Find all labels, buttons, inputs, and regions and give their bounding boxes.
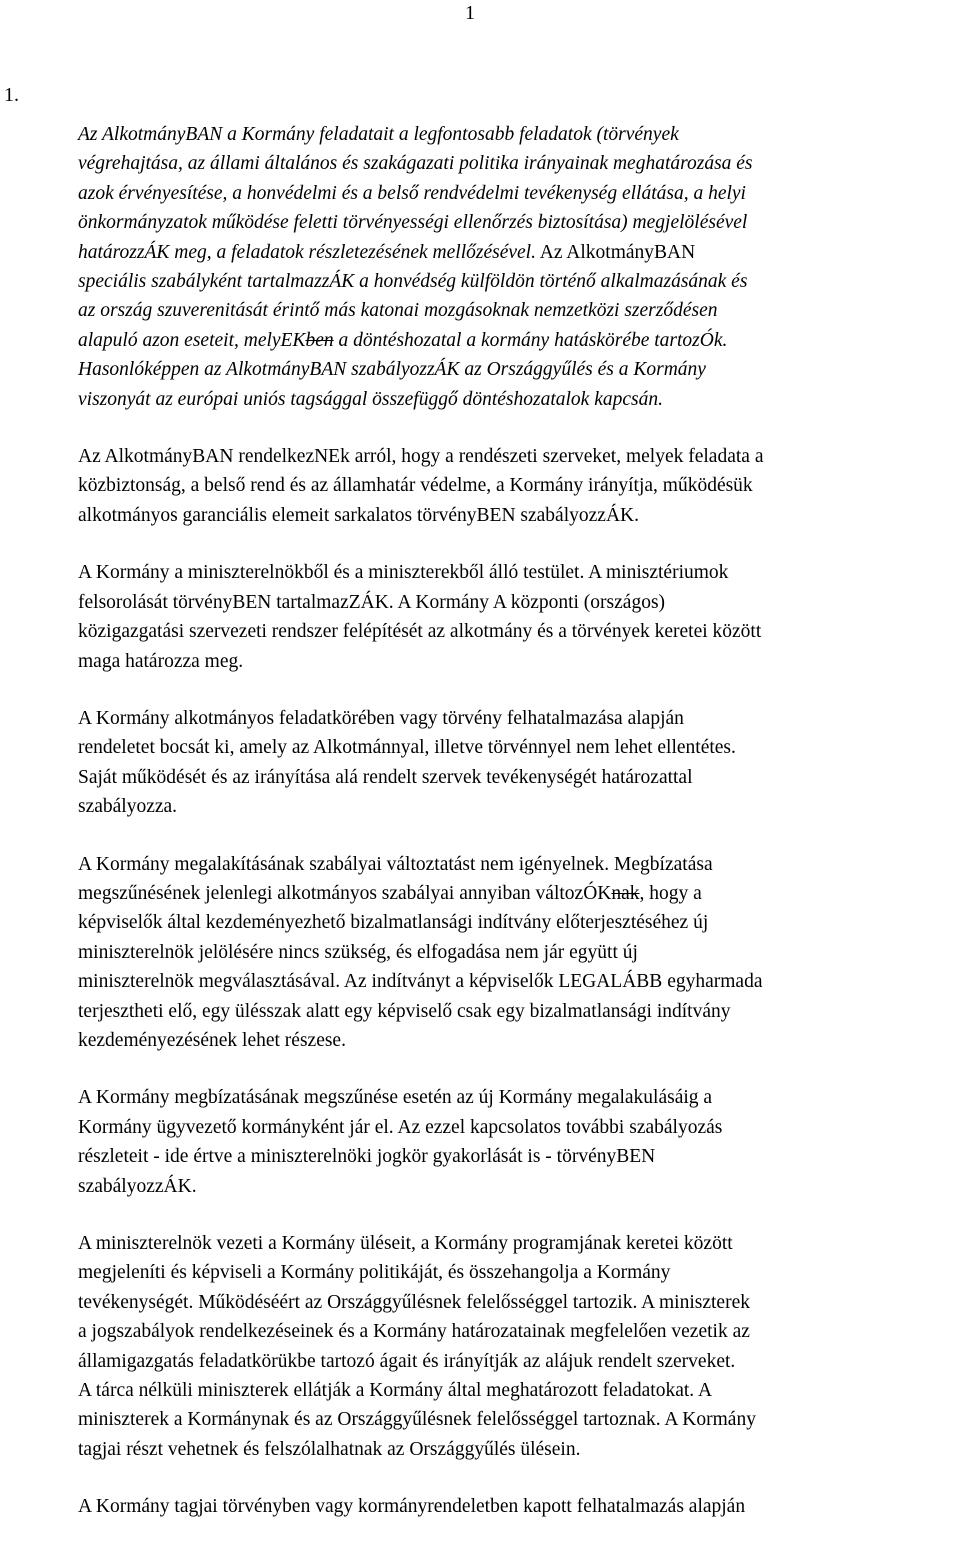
text-segment: A tárca nélküli miniszterek ellátják a Kormány által meghatározott feladatokat. A (78, 1380, 713, 1402)
text-segment: Hasonlóképpen az AlkotmányBAN szabályozzÁK az Országgyűlés és a Kormány (78, 359, 706, 381)
text-line (78, 179, 960, 208)
text-segment: rendeletet bocsát ki, amely az Alkotmánnyal, illetve törvénnyel nem lehet ellentétes. (78, 737, 736, 759)
text-line (78, 704, 960, 733)
paragraph (78, 1229, 960, 1464)
text-segment: A Kormány megalakításának szabályai változtatást nem igényelnek. Megbízatása (78, 853, 713, 875)
text-line (78, 267, 960, 296)
text-segment: alkotmányos garanciális elemeit sarkalatos törvényBEN szabályozzÁK. (78, 504, 639, 526)
text-line (78, 879, 960, 908)
text-line (78, 1083, 960, 1112)
text-segment: miniszterelnök megválasztásával. Az indítványt a képviselők LEGALÁBB egyharmada (78, 971, 763, 993)
text-segment: megszűnésének jelenlegi alkotmányos szabályai annyiban változÓK (78, 882, 612, 904)
paragraph (78, 120, 960, 414)
text-line (78, 850, 960, 879)
text-line (78, 238, 960, 267)
text-line (78, 1258, 960, 1287)
text-segment: Az AlkotmányBAN (535, 241, 696, 263)
text-line (78, 501, 960, 530)
text-segment: Saját működését és az irányítása alá rendelt szervek tevékenységét határozattal (78, 766, 693, 788)
text-line (78, 1026, 960, 1055)
document-body (78, 120, 960, 1550)
paragraph (78, 442, 960, 530)
text-segment: közigazgatási szervezeti rendszer felépítését az alkotmány és a törvények keretei között (78, 621, 762, 643)
text-line (78, 617, 960, 646)
text-segment: Az AlkotmányBAN rendelkezNEk arról, hogy a rendészeti szerveket, melyek feladata a (78, 446, 764, 468)
text-line (78, 1113, 960, 1142)
text-segment: államigazgatás feladatkörükbe tartozó ágait és irányítják az alájuk rendelt szerveket. (78, 1350, 736, 1372)
text-segment: alapuló azon eseteit, melyEK (78, 329, 306, 351)
text-segment: miniszterelnök jelölésére nincs szükség, és elfogadása nem jár együtt új (78, 941, 638, 963)
text-line (78, 1229, 960, 1258)
text-line (78, 1405, 960, 1434)
paragraph (78, 1083, 960, 1201)
text-segment: Az AlkotmányBAN a Kormány feladatait a legfontosabb feladatok (törvények (78, 124, 679, 145)
text-line (78, 385, 960, 414)
text-line (78, 1492, 960, 1521)
struck-text: nak (611, 882, 640, 904)
text-line (78, 647, 960, 676)
text-segment: közbiztonság, a belső rend és az államhatár védelme, a Kormány irányítja, működésük (78, 475, 753, 497)
text-line (78, 558, 960, 587)
text-segment: A Kormány alkotmányos feladatkörében vagy törvény felhatalmazása alapján (78, 707, 684, 729)
text-segment: megjeleníti és képviseli a Kormány politikáját, és összehangolja a Kormány (78, 1262, 671, 1284)
text-line (78, 588, 960, 617)
text-line (78, 208, 960, 237)
paragraph (78, 558, 960, 676)
text-line (78, 1435, 960, 1464)
text-segment: önkormányzatok működése feletti törvényességi ellenőrzés biztosítása) megjelölésével (78, 212, 748, 234)
text-line (78, 938, 960, 967)
text-segment: tagjai részt vehetnek és felszólalhatnak az Országgyűlés ülésein. (78, 1438, 581, 1460)
text-line (78, 1376, 960, 1405)
paragraph (78, 1492, 960, 1521)
section-number: 1. (4, 84, 19, 106)
text-line (78, 1317, 960, 1346)
text-segment: szabályozzÁK. (78, 1175, 197, 1197)
text-line (78, 120, 960, 149)
text-line (78, 733, 960, 762)
text-line (78, 1172, 960, 1201)
struck-text: ben (305, 329, 334, 351)
text-segment: maga határozza meg. (78, 650, 244, 672)
text-segment: szabályozza. (78, 796, 178, 818)
text-segment: speciális szabályként tartalmazzÁK a honvédség külföldön történő alkalmazásának és (78, 271, 748, 293)
text-line (78, 997, 960, 1026)
text-line (78, 442, 960, 471)
text-segment: a jogszabályok rendelkezéseinek és a Kormány határozatainak megfelelően vezetik az (78, 1321, 750, 1343)
text-segment: Kormány ügyvezető kormányként jár el. Az ezzel kapcsolatos további szabályozás (78, 1116, 723, 1138)
text-line (78, 967, 960, 996)
text-line (78, 1288, 960, 1317)
text-segment: az ország szuverenitását érintő más katonai mozgásoknak nemzetközi szerződésen (78, 300, 718, 322)
text-segment: A Kormány a miniszterelnökből és a miniszterekből álló testület. A minisztériumok (78, 562, 729, 584)
text-line (78, 296, 960, 325)
text-line (78, 908, 960, 937)
text-line (78, 792, 960, 821)
text-segment: végrehajtása, az állami általános és szakágazati politika irányainak meghatározása és (78, 153, 753, 175)
text-segment: viszonyát az európai uniós tagsággal összefüggő döntéshozatalok kapcsán. (78, 388, 663, 410)
paragraph (78, 704, 960, 822)
text-segment: felsorolását törvényBEN tartalmazZÁK. A Kormány A központi (országos) (78, 591, 666, 613)
text-line (78, 355, 960, 384)
paragraph (78, 850, 960, 1056)
page-number: 1 (465, 2, 475, 24)
text-line (78, 763, 960, 792)
text-line (78, 149, 960, 178)
text-line (78, 1142, 960, 1171)
text-segment: miniszterek a Kormánynak és az Országgyűlésnek felelősséggel tartoznak. A Kormány (78, 1409, 756, 1431)
text-segment: tevékenységét. Működéséért az Országgyűlésnek felelősséggel tartozik. A miniszterek (78, 1291, 750, 1313)
text-segment: A Kormány tagjai törvényben vagy kormányrendeletben kapott felhatalmazás alapján (78, 1496, 746, 1518)
text-segment: A miniszterelnök vezeti a Kormány üléseit, a Kormány programjának keretei között (78, 1233, 733, 1254)
text-segment: kezdeményezésének lehet részese. (78, 1029, 346, 1051)
text-segment: részleteit - ide értve a miniszterelnöki jogkör gyakorlását is - törvényBEN (78, 1146, 656, 1168)
text-line (78, 326, 960, 355)
text-segment: A Kormány megbízatásának megszűnése esetén az új Kormány megalakulásáig a (78, 1087, 713, 1109)
text-segment: , hogy a (639, 882, 702, 904)
text-segment: határozzÁK meg, a feladatok részletezésének mellőzésével. (78, 241, 536, 263)
text-segment: terjesztheti elő, egy ülésszak alatt egy képviselő csak egy bizalmatlansági indítvány (78, 1000, 731, 1022)
text-segment: azok érvényesítése, a honvédelmi és a belső rendvédelmi tevékenység ellátása, a helyi (78, 182, 746, 204)
text-segment: képviselők által kezdeményezhető bizalmatlansági indítvány előterjesztéséhez új (78, 912, 709, 934)
text-line (78, 471, 960, 500)
text-segment: a döntéshozatal a kormány hatáskörébe tartozÓk. (333, 329, 728, 351)
text-line (78, 1347, 960, 1376)
